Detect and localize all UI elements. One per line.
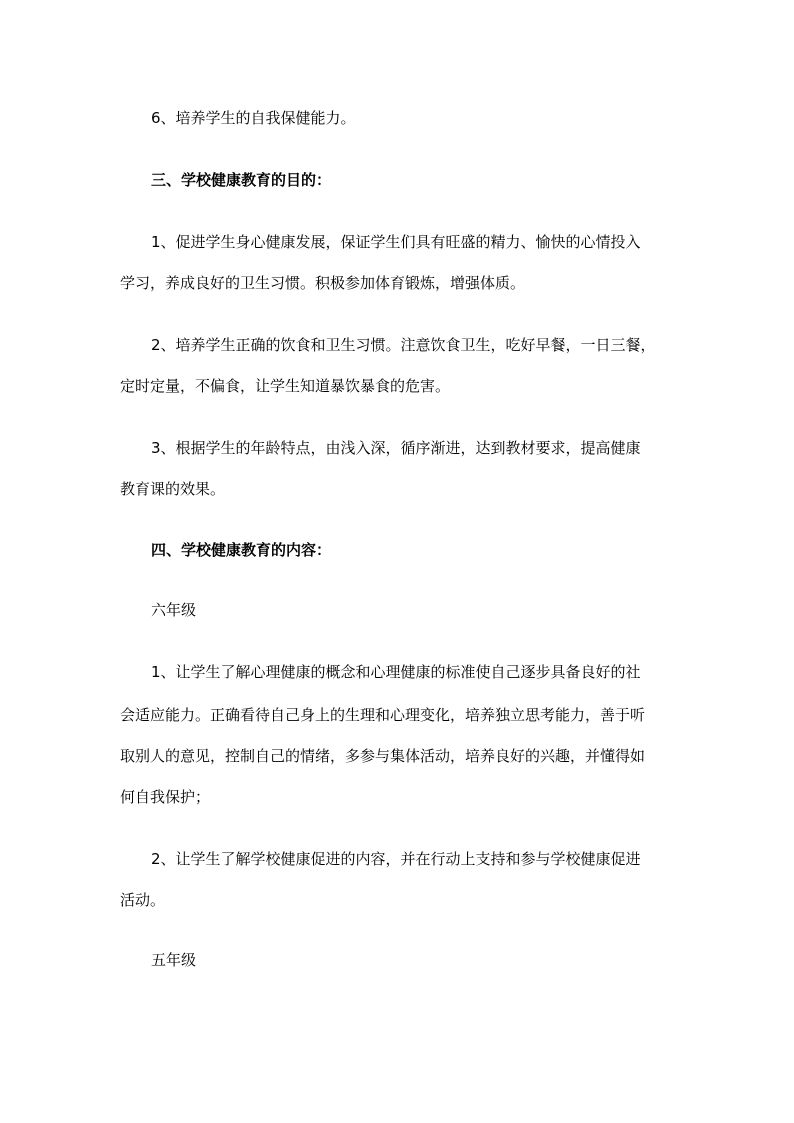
content-2-line-1: 2、让学生了解学校健康促进的内容，并在行动上支持和参与学校健康促进	[151, 850, 641, 868]
purpose-2-line-2: 定时定量，不偏食，让学生知道暴饮暴食的危害。	[120, 377, 451, 395]
content-1-line-2: 会适应能力。正确看待自己身上的生理和心理变化，培养独立思考能力，善于听	[120, 706, 646, 724]
purpose-1-line-2: 学习，养成良好的卫生习惯。积极参加体育锻炼，增强体质。	[120, 274, 526, 292]
purpose-2-line-1: 2、培养学生正确的饮食和卫生习惯。注意饮食卫生，吃好早餐，一日三餐，	[151, 336, 656, 354]
content-1-line-3: 取别人的意见，控制自己的情绪，多参与集体活动，培养良好的兴趣，并懂得如	[120, 747, 646, 765]
purpose-1-line-1: 1、促进学生身心健康发展，保证学生们具有旺盛的精力、愉快的心情投入	[151, 233, 641, 251]
section-4-heading: 四、学校健康教育的内容：	[151, 541, 332, 559]
grade-6-label: 六年级	[151, 601, 197, 619]
grade-5-label: 五年级	[151, 951, 197, 969]
content-1-line-1: 1、让学生了解心理健康的概念和心理健康的标准使自己逐步具备良好的社	[151, 663, 641, 681]
purpose-3-line-1: 3、根据学生的年龄特点，由浅入深，循序渐进，达到教材要求，提高健康	[151, 439, 641, 457]
purpose-3-line-2: 教育课的效果。	[120, 480, 226, 498]
section-3-heading: 三、学校健康教育的目的：	[151, 171, 332, 189]
item-6-text: 6、培养学生的自我保健能力。	[151, 109, 356, 127]
content-1-line-4: 何自我保护；	[120, 788, 211, 806]
content-2-line-2: 活动。	[120, 891, 166, 909]
